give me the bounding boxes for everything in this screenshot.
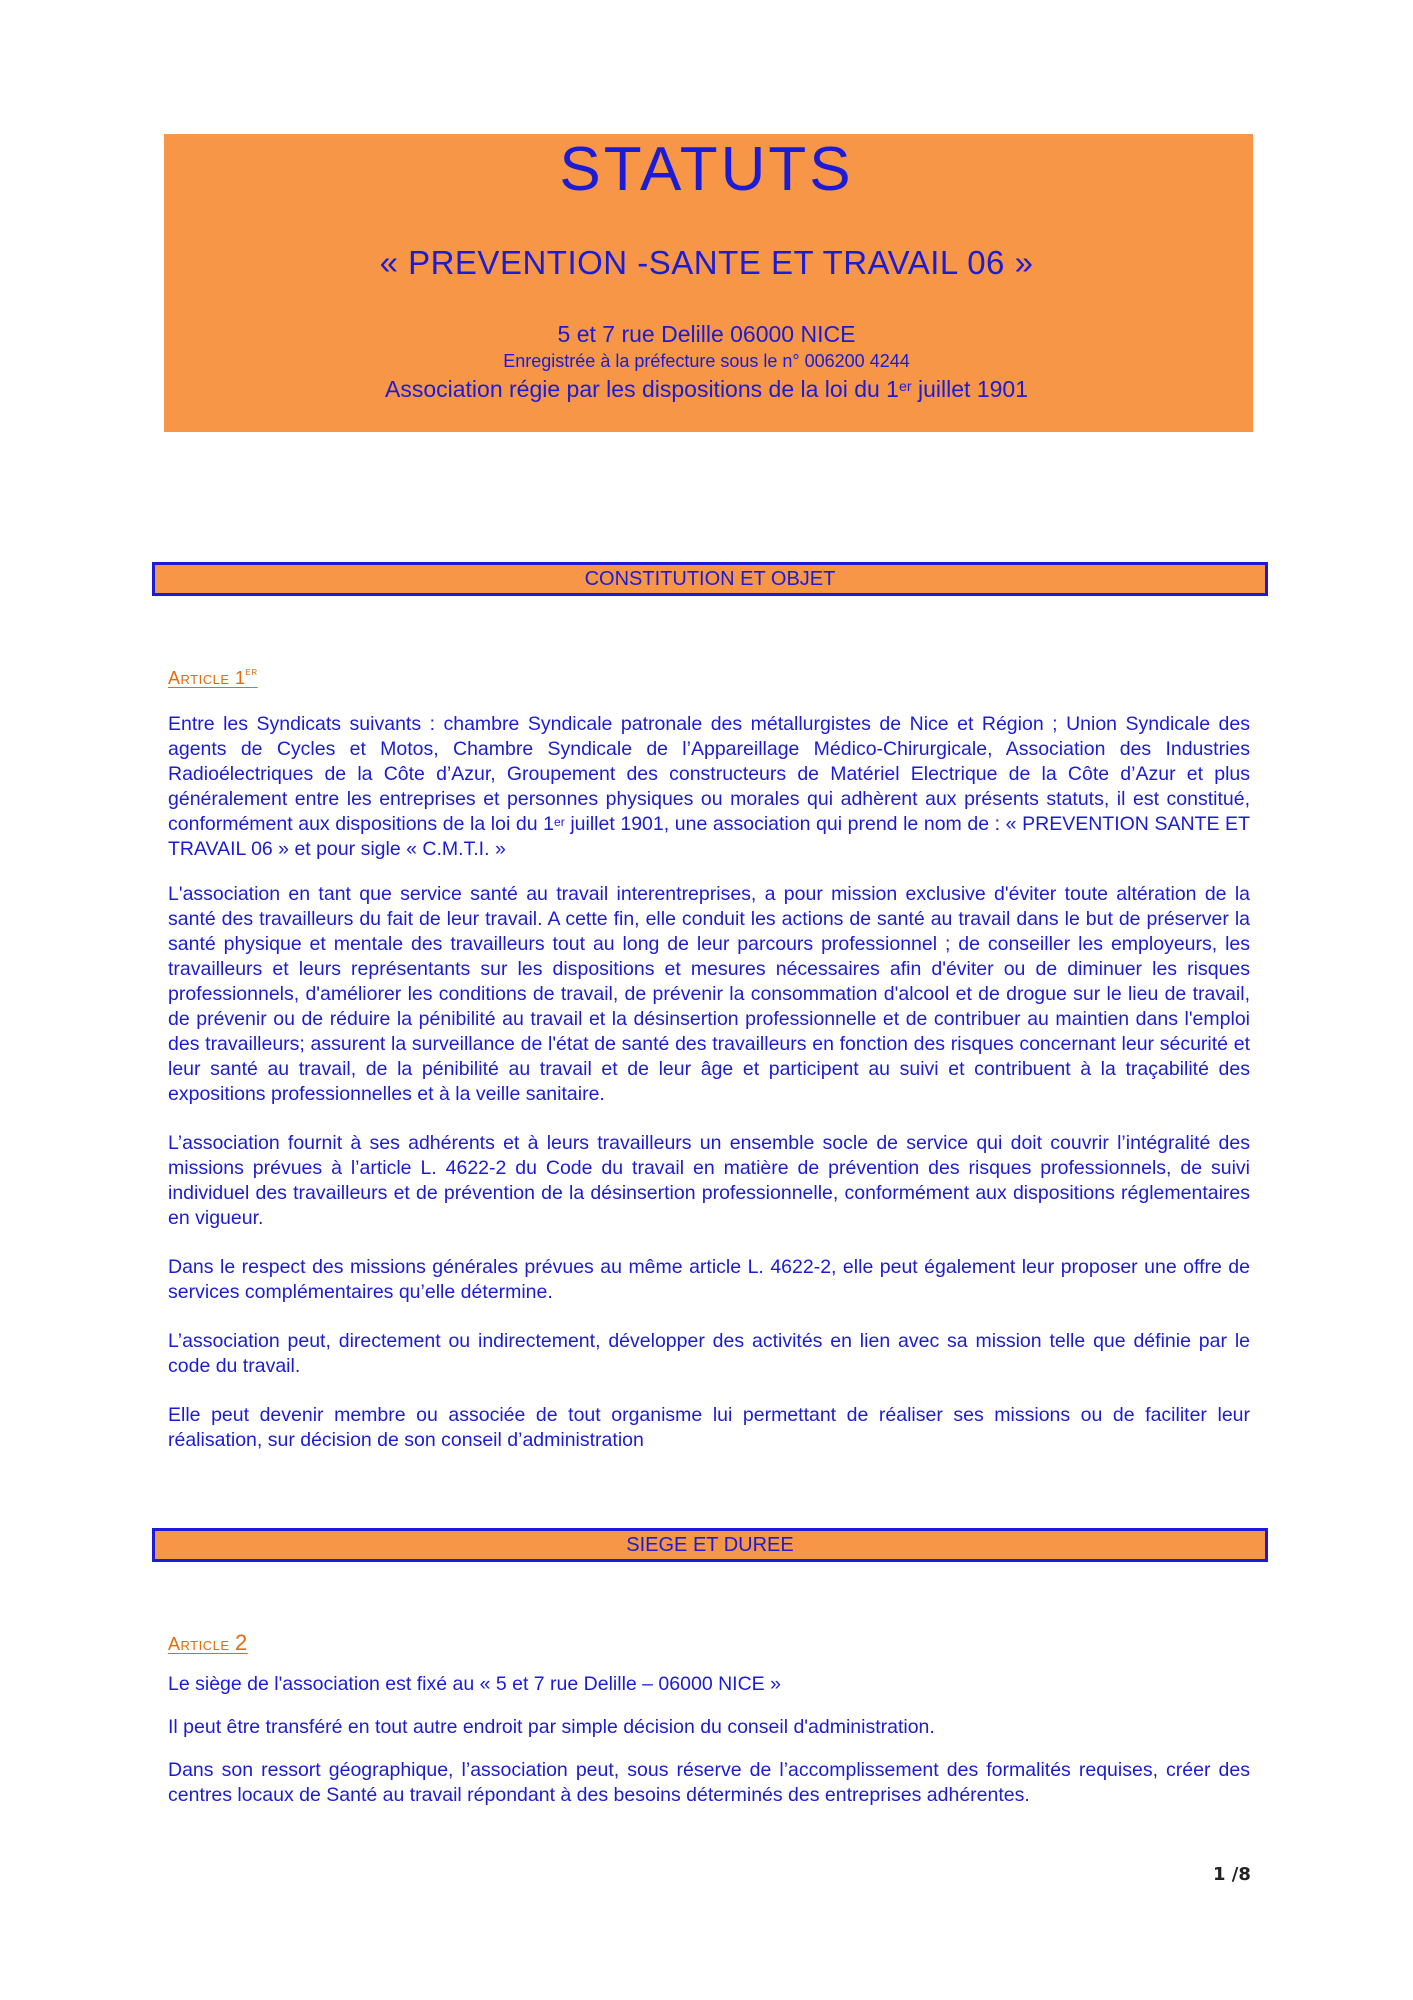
page-number: 1 /8 — [1213, 1864, 1251, 1885]
header-law-text: Association régie par les dispositions de la loi du 1 — [385, 376, 899, 402]
document-title: STATUTS — [559, 135, 854, 204]
article-2-paragraph-1: Le siège de l'association est fixé au « 5 et 7 rue Delille – 06000 NICE » — [168, 1673, 781, 1695]
article-1-paragraph-3: L’association fournit à ses adhérents et à leurs travailleurs un ensemble socle de service qui doit couvrir l’intégralité des missions prévues à l’article L. 4622-2 du Code du travail en matière de prévention des risques professionnels, de suivi individuel des travailleurs et de prévention de la désinsertion professionnelle, conformément aux dispositions réglementaires en vigueur. — [168, 1132, 1250, 1229]
header-law-text-end: juillet 1901 — [911, 376, 1028, 402]
article-1-sup: er — [245, 666, 258, 678]
article-2-heading — [168, 1630, 248, 1656]
article-2-paragraph-2: Il peut être transféré en tout autre endroit par simple décision du conseil d'administration. — [168, 1716, 935, 1738]
article-1-paragraph-6: Elle peut devenir membre ou associée de tout organisme lui permettant de réaliser ses missions ou de faciliter leur réalisation, sur décision de son conseil d’administration — [168, 1404, 1250, 1451]
article-1-paragraph-4: Dans le respect des missions générales prévues au même article L. 4622-2, elle peut également leur proposer une offre de services complémentaires qu’elle détermine. — [168, 1256, 1250, 1303]
article-1-paragraph-2: L'association en tant que service santé au travail interentreprises, a pour mission exclusive d'éviter toute altération de la santé des travailleurs du fait de leur travail. A cette fin, elle conduit les actions de santé au travail dans le but de préserver la santé physique et mentale des travailleurs tout au long de leur parcours professionnel ; de conseiller les employeurs, les travailleurs et leurs représentants sur les dispositions et mesures nécessaires afin d'éviter ou de diminuer les risques professionnels, d'améliorer les conditions de travail, de prévenir la consommation d'alcool et de drogue sur le lieu de travail, de prévenir ou de réduire la pénibilité au travail et la désinsertion professionnelle et de contribuer au maintien dans l'emploi des travailleurs; assurent la surveillance de l'état de santé des travailleurs en fonction des risques concernant leur sécurité et leur santé au travail, de la pénibilité au travail et de leur âge et participent au suivi et contribuent à la traçabilité des expositions professionnelles et à la veille sanitaire. — [168, 883, 1250, 1105]
section-heading-siege: SIEGE ET DUREE — [152, 1528, 1268, 1562]
article-2-number: 2 — [235, 1630, 248, 1655]
article-2-label: Article — [168, 1634, 230, 1654]
section-heading-constitution: CONSTITUTION ET OBJET — [152, 562, 1268, 596]
article-1-label: Article 1 — [168, 668, 246, 688]
paragraph-text: Entre les Syndicats suivants : chambre Syndicale patronale des métallurgistes de Nice et Région ; Union Syndicale des agents de Cycles et Motos, Chambre Syndicale de l’Appareillage Médico-Chirurgicale, Association des Industries Radioélectriques de la Côte d’Azur, Groupement des constructeurs de Matériel Electrique de la Côte d’Azur et plus généralement entre les entreprises et personnes physiques ou morales qui adhèrent aux présents statuts, il est constitué, conformément aux dispositions de la loi du 1 — [168, 713, 1250, 835]
article-2-paragraph-3: Dans son ressort géographique, l’association peut, sous réserve de l’accomplissement des formalités requises, créer des centres locaux de Santé au travail répondant à des besoins déterminés des entreprises adhérentes. — [168, 1759, 1250, 1806]
header-registration: Enregistrée à la préfecture sous le n° 006200 4244 — [503, 351, 910, 371]
article-1-paragraph-5: L’association peut, directement ou indirectement, développer des activités en lien avec sa mission telle que définie par le code du travail. — [168, 1330, 1250, 1377]
header-law — [0, 373, 1413, 405]
document-subtitle: « PREVENTION -SANTE ET TRAVAIL 06 » — [379, 244, 1034, 281]
article-1-heading — [168, 668, 258, 689]
header-law-sup: er — [898, 379, 912, 395]
header-address: 5 et 7 rue Delille 06000 NICE — [557, 321, 856, 347]
article-1-paragraph-1 — [168, 712, 1250, 862]
paragraph-text-end: juillet 1901, une association qui prend le nom de : « PREVENTION SANTE ET TRAVAIL 06 » et pour sigle « C.M.T.I. » — [168, 813, 1250, 860]
paragraph-sup: er — [554, 815, 565, 829]
